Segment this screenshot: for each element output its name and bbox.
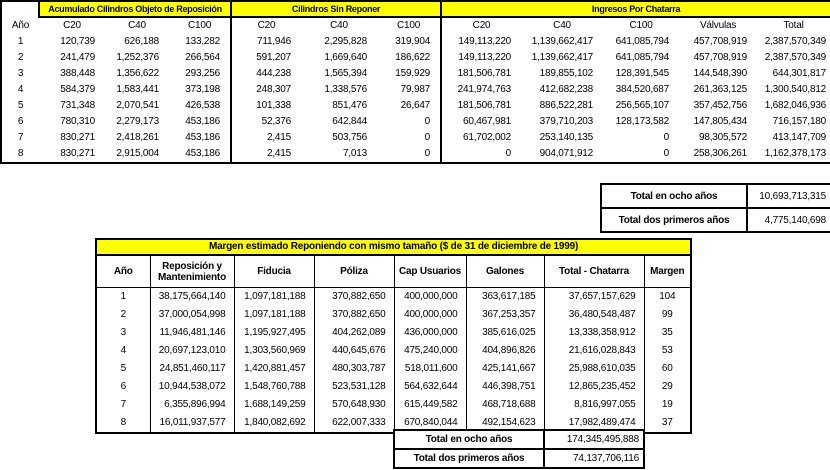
cell: 0 <box>377 130 441 146</box>
cell: 388,448 <box>60 68 95 79</box>
total-row-ocho-anos <box>394 430 644 449</box>
col-header-c40: C40 <box>553 20 571 31</box>
cell: 2,295,828 <box>324 36 368 47</box>
total-value: 174,345,495,888 <box>544 430 644 449</box>
cell: 35 <box>644 324 691 342</box>
col-header-poliza: Póliza <box>314 255 394 288</box>
cell: 0 <box>505 148 512 159</box>
cell: 52,376 <box>261 116 292 127</box>
cell: 29 <box>644 378 691 396</box>
total-label: Total en ocho años <box>601 184 747 208</box>
cell: 584,379 <box>60 84 95 95</box>
total-row-ocho-anos <box>601 184 830 208</box>
cell: 1,565,394 <box>324 68 368 79</box>
cell: 457,708,919 <box>693 52 748 63</box>
cell: 26,647 <box>377 98 441 114</box>
cell: 61,702,002 <box>462 132 512 143</box>
cell: 412,682,238 <box>539 84 594 95</box>
total-row-dos-primeros <box>394 449 644 468</box>
cell: 189,855,102 <box>539 68 594 79</box>
col-header-reposicion-mantenimiento: Reposición y Mantenimiento <box>150 255 234 288</box>
table2-title-row <box>96 239 691 255</box>
cell: 453,186 <box>169 114 231 130</box>
cell: 1,162,378,173 <box>764 148 827 159</box>
cell: 3 <box>120 327 126 338</box>
cell: 1,840,082,692 <box>234 414 314 433</box>
cell: 384,520,687 <box>615 84 670 95</box>
cell: 1 <box>17 36 24 47</box>
cell: 256,565,107 <box>615 100 670 111</box>
table2-header <box>96 239 691 288</box>
cell: 128,173,582 <box>615 116 670 127</box>
cell: 186,622 <box>377 50 441 66</box>
cell: 1,097,181,188 <box>234 288 314 307</box>
total-row-dos-primeros <box>601 208 830 232</box>
cell: 904,071,912 <box>539 148 594 159</box>
cell: 104 <box>644 288 691 307</box>
total-label: Total en ocho años <box>394 430 544 449</box>
col-header-total-chatarra: Total - Chatarra <box>544 255 644 288</box>
col-header-galones: Galones <box>466 255 544 288</box>
cell: 400,000,000 <box>394 288 466 307</box>
col-header-c40: C40 <box>128 20 146 31</box>
cell: 241,479 <box>60 52 95 63</box>
col-header-cap-usuarios: Cap Usuarios <box>394 255 466 288</box>
table2-title: Margen estimado Reponiendo con mismo tamaño ($ de 31 de diciembre de 1999) <box>96 239 691 255</box>
cell: 53 <box>644 342 691 360</box>
cell: 400,000,000 <box>394 306 466 324</box>
cell: 98,305,572 <box>698 132 748 143</box>
cell: 8 <box>120 417 126 428</box>
cell: 2 <box>120 309 126 320</box>
cell: 13,338,358,912 <box>544 324 644 342</box>
table-row <box>1 130 830 146</box>
cell: 570,648,930 <box>314 396 394 414</box>
cell: 1,097,181,188 <box>234 306 314 324</box>
table-margen-estimado <box>95 238 692 434</box>
cell: 591,207 <box>256 52 292 63</box>
cell: 149,113,220 <box>458 52 512 63</box>
cell: 4 <box>120 345 126 356</box>
col-header-c100: C100 <box>629 20 653 31</box>
cell: 1,548,760,788 <box>234 378 314 396</box>
cell: 2,415 <box>266 132 292 143</box>
cell: 622,007,333 <box>314 414 394 433</box>
cell: 2,279,173 <box>116 116 159 127</box>
cell: 99 <box>644 306 691 324</box>
cell: 19 <box>644 396 691 414</box>
cell: 120,739 <box>60 36 95 47</box>
cell: 248,307 <box>256 84 292 95</box>
table-row <box>1 146 830 163</box>
cell: 379,710,203 <box>539 116 594 127</box>
cell: 181,506,781 <box>457 68 512 79</box>
cell: 133,282 <box>169 34 231 50</box>
cell: 2,387,570,349 <box>764 52 827 63</box>
cell: 36,480,548,487 <box>544 306 644 324</box>
cell: 564,632,644 <box>394 378 466 396</box>
cell: 644,301,817 <box>772 68 827 79</box>
cell: 253,140,135 <box>539 132 594 143</box>
cell: 642,844 <box>332 116 368 127</box>
col-header-total: Total <box>783 20 804 31</box>
cell: 60 <box>644 360 691 378</box>
cell: 159,929 <box>377 66 441 82</box>
cell: 5 <box>120 363 126 374</box>
total-value: 10,693,713,315 <box>747 184 830 208</box>
cell: 425,141,667 <box>466 360 544 378</box>
cell: 492,154,623 <box>466 414 544 433</box>
cell: 8 <box>17 148 24 159</box>
cell: 830,271 <box>60 148 95 159</box>
cell: 830,271 <box>60 132 95 143</box>
cell: 444,238 <box>256 68 292 79</box>
cell: 523,531,128 <box>314 378 394 396</box>
cell: 641,085,794 <box>615 36 670 47</box>
cell: 670,840,044 <box>394 414 466 433</box>
cell: 101,338 <box>256 100 292 111</box>
cell: 453,186 <box>169 146 231 163</box>
cell: 0 <box>663 132 670 143</box>
cell: 370,882,650 <box>314 288 394 307</box>
table-row <box>96 342 691 360</box>
cell: 0 <box>377 146 441 163</box>
cell: 480,303,787 <box>314 360 394 378</box>
cell: 453,186 <box>169 130 231 146</box>
table-row <box>1 98 830 114</box>
table-row <box>96 306 691 324</box>
cell: 2,387,570,349 <box>764 36 827 47</box>
cell: 319,904 <box>377 34 441 50</box>
cell: 149,113,220 <box>458 36 512 47</box>
cell: 468,718,688 <box>466 396 544 414</box>
cell: 440,645,676 <box>314 342 394 360</box>
cell: 385,616,025 <box>466 324 544 342</box>
cell: 518,011,600 <box>394 360 466 378</box>
cell: 1,420,881,457 <box>234 360 314 378</box>
cell: 716,157,180 <box>772 116 827 127</box>
col-header-c20: C20 <box>257 20 276 31</box>
cell: 128,391,545 <box>615 68 670 79</box>
col-header-c100: C100 <box>377 17 441 34</box>
table-row <box>1 34 830 50</box>
cell: 626,188 <box>124 36 159 47</box>
col-header-margen: Margen <box>644 255 691 288</box>
cell: 12,865,235,452 <box>544 378 644 396</box>
cell: 1,139,662,417 <box>531 36 594 47</box>
cell: 1,669,640 <box>324 52 368 63</box>
cell: 2,915,004 <box>116 148 159 159</box>
cell: 457,708,919 <box>693 36 748 47</box>
cell: 2 <box>17 52 24 63</box>
table2-totals <box>393 429 645 469</box>
table-row <box>96 396 691 414</box>
col-header-c20: C20 <box>472 20 491 31</box>
cell: 16,011,937,577 <box>150 414 234 433</box>
table-cilindros-chatarra <box>0 0 830 164</box>
cell: 11,946,481,146 <box>150 324 234 342</box>
cell: 711,946 <box>257 36 292 47</box>
table1-header <box>1 1 830 34</box>
group-title-row <box>1 1 830 17</box>
cell: 1,300,540,812 <box>764 84 827 95</box>
cell: 1,303,560,969 <box>234 342 314 360</box>
col-header-c20: C20 <box>63 20 81 31</box>
group-title-sin-reponer: Cilindros Sin Reponer <box>231 1 441 17</box>
cell: 2,070,541 <box>116 100 159 111</box>
cell: 503,756 <box>332 132 368 143</box>
cell: 1,252,376 <box>116 52 159 63</box>
column-header-row <box>96 255 691 288</box>
cell: 60,467,981 <box>462 116 512 127</box>
col-header-c40: C40 <box>330 20 348 31</box>
cell: 147,805,434 <box>693 116 748 127</box>
table-row <box>96 378 691 396</box>
cell: 404,896,826 <box>466 342 544 360</box>
cell: 6 <box>17 116 24 127</box>
table-row <box>1 114 830 130</box>
group-title-acumulado: Acumulado Cilindros Objeto de Reposición <box>39 1 231 17</box>
cell: 38,175,664,140 <box>150 288 234 307</box>
cell: 731,348 <box>60 100 95 111</box>
cell: 21,616,028,843 <box>544 342 644 360</box>
cell: 1,583,441 <box>116 84 159 95</box>
cell: 1,338,576 <box>324 84 368 95</box>
cell: 8,816,997,055 <box>544 396 644 414</box>
table1-body <box>1 34 830 163</box>
cell: 436,000,000 <box>394 324 466 342</box>
cell: 293,256 <box>169 66 231 82</box>
cell: 20,697,123,010 <box>150 342 234 360</box>
cell: 181,506,781 <box>457 100 512 111</box>
table1-totals <box>600 183 830 233</box>
total-value: 4,775,140,698 <box>747 208 830 232</box>
cell: 79,987 <box>377 82 441 98</box>
cell: 615,449,582 <box>394 396 466 414</box>
cell: 2,418,261 <box>116 132 159 143</box>
column-header-row <box>1 17 830 34</box>
cell: 266,564 <box>169 50 231 66</box>
cell: 261,363,125 <box>693 84 748 95</box>
cell: 370,882,650 <box>314 306 394 324</box>
cell: 10,944,538,072 <box>150 378 234 396</box>
cell: 258,306,261 <box>693 148 748 159</box>
col-header-c100: C100 <box>169 17 231 34</box>
cell: 37 <box>644 414 691 433</box>
cell: 1,688,149,259 <box>234 396 314 414</box>
cell: 37,657,157,629 <box>544 288 644 307</box>
cell: 851,476 <box>332 100 368 111</box>
cell: 7 <box>120 399 126 410</box>
cell: 475,240,000 <box>394 342 466 360</box>
col-header-valvulas: Válvulas <box>699 20 737 31</box>
cell: 144,548,390 <box>693 68 748 79</box>
cell: 1,356,622 <box>116 68 159 79</box>
cell: 1,195,927,495 <box>234 324 314 342</box>
cell: 886,522,281 <box>539 100 594 111</box>
cell: 363,617,185 <box>466 288 544 307</box>
cell: 7,013 <box>342 148 368 159</box>
table-row <box>96 360 691 378</box>
total-value: 74,137,706,116 <box>544 449 644 468</box>
col-header-fiducia: Fiducia <box>234 255 314 288</box>
cell: 5 <box>17 100 24 111</box>
col-header-ano: Año <box>96 255 150 288</box>
table-row <box>96 324 691 342</box>
table-row <box>96 288 691 307</box>
cell: 241,974,763 <box>457 84 512 95</box>
cell: 1,139,662,417 <box>531 52 594 63</box>
cell: 3 <box>17 68 24 79</box>
table-row <box>1 50 830 66</box>
table-row <box>1 82 830 98</box>
corner-cell <box>1 1 39 17</box>
cell: 1 <box>120 291 126 302</box>
cell: 4 <box>17 84 24 95</box>
cell: 413,147,709 <box>772 132 827 143</box>
cell: 17,982,489,474 <box>544 414 644 433</box>
cell: 24,851,460,117 <box>150 360 234 378</box>
cell: 367,253,357 <box>466 306 544 324</box>
group-title-ingresos: Ingresos Por Chatarra <box>441 1 830 17</box>
cell: 6 <box>120 381 126 392</box>
cell: 404,262,089 <box>314 324 394 342</box>
total-label: Total dos primeros años <box>394 449 544 468</box>
cell: 373,198 <box>169 82 231 98</box>
cell: 446,398,751 <box>466 378 544 396</box>
table-row <box>1 66 830 82</box>
cell: 0 <box>377 114 441 130</box>
cell: 2,415 <box>266 148 292 159</box>
cell: 25,988,610,035 <box>544 360 644 378</box>
cell: 426,538 <box>169 98 231 114</box>
total-label: Total dos primeros años <box>601 208 747 232</box>
cell: 641,085,794 <box>615 52 670 63</box>
cell: 780,310 <box>60 116 95 127</box>
cell: 1,682,046,936 <box>764 100 827 111</box>
cell: 357,452,756 <box>693 100 748 111</box>
cell: 6,355,896,994 <box>150 396 234 414</box>
col-header-ano: Año <box>11 19 30 31</box>
cell: 7 <box>17 132 24 143</box>
cell: 0 <box>663 148 670 159</box>
table2-body <box>96 288 691 434</box>
cell: 37,000,054,998 <box>150 306 234 324</box>
